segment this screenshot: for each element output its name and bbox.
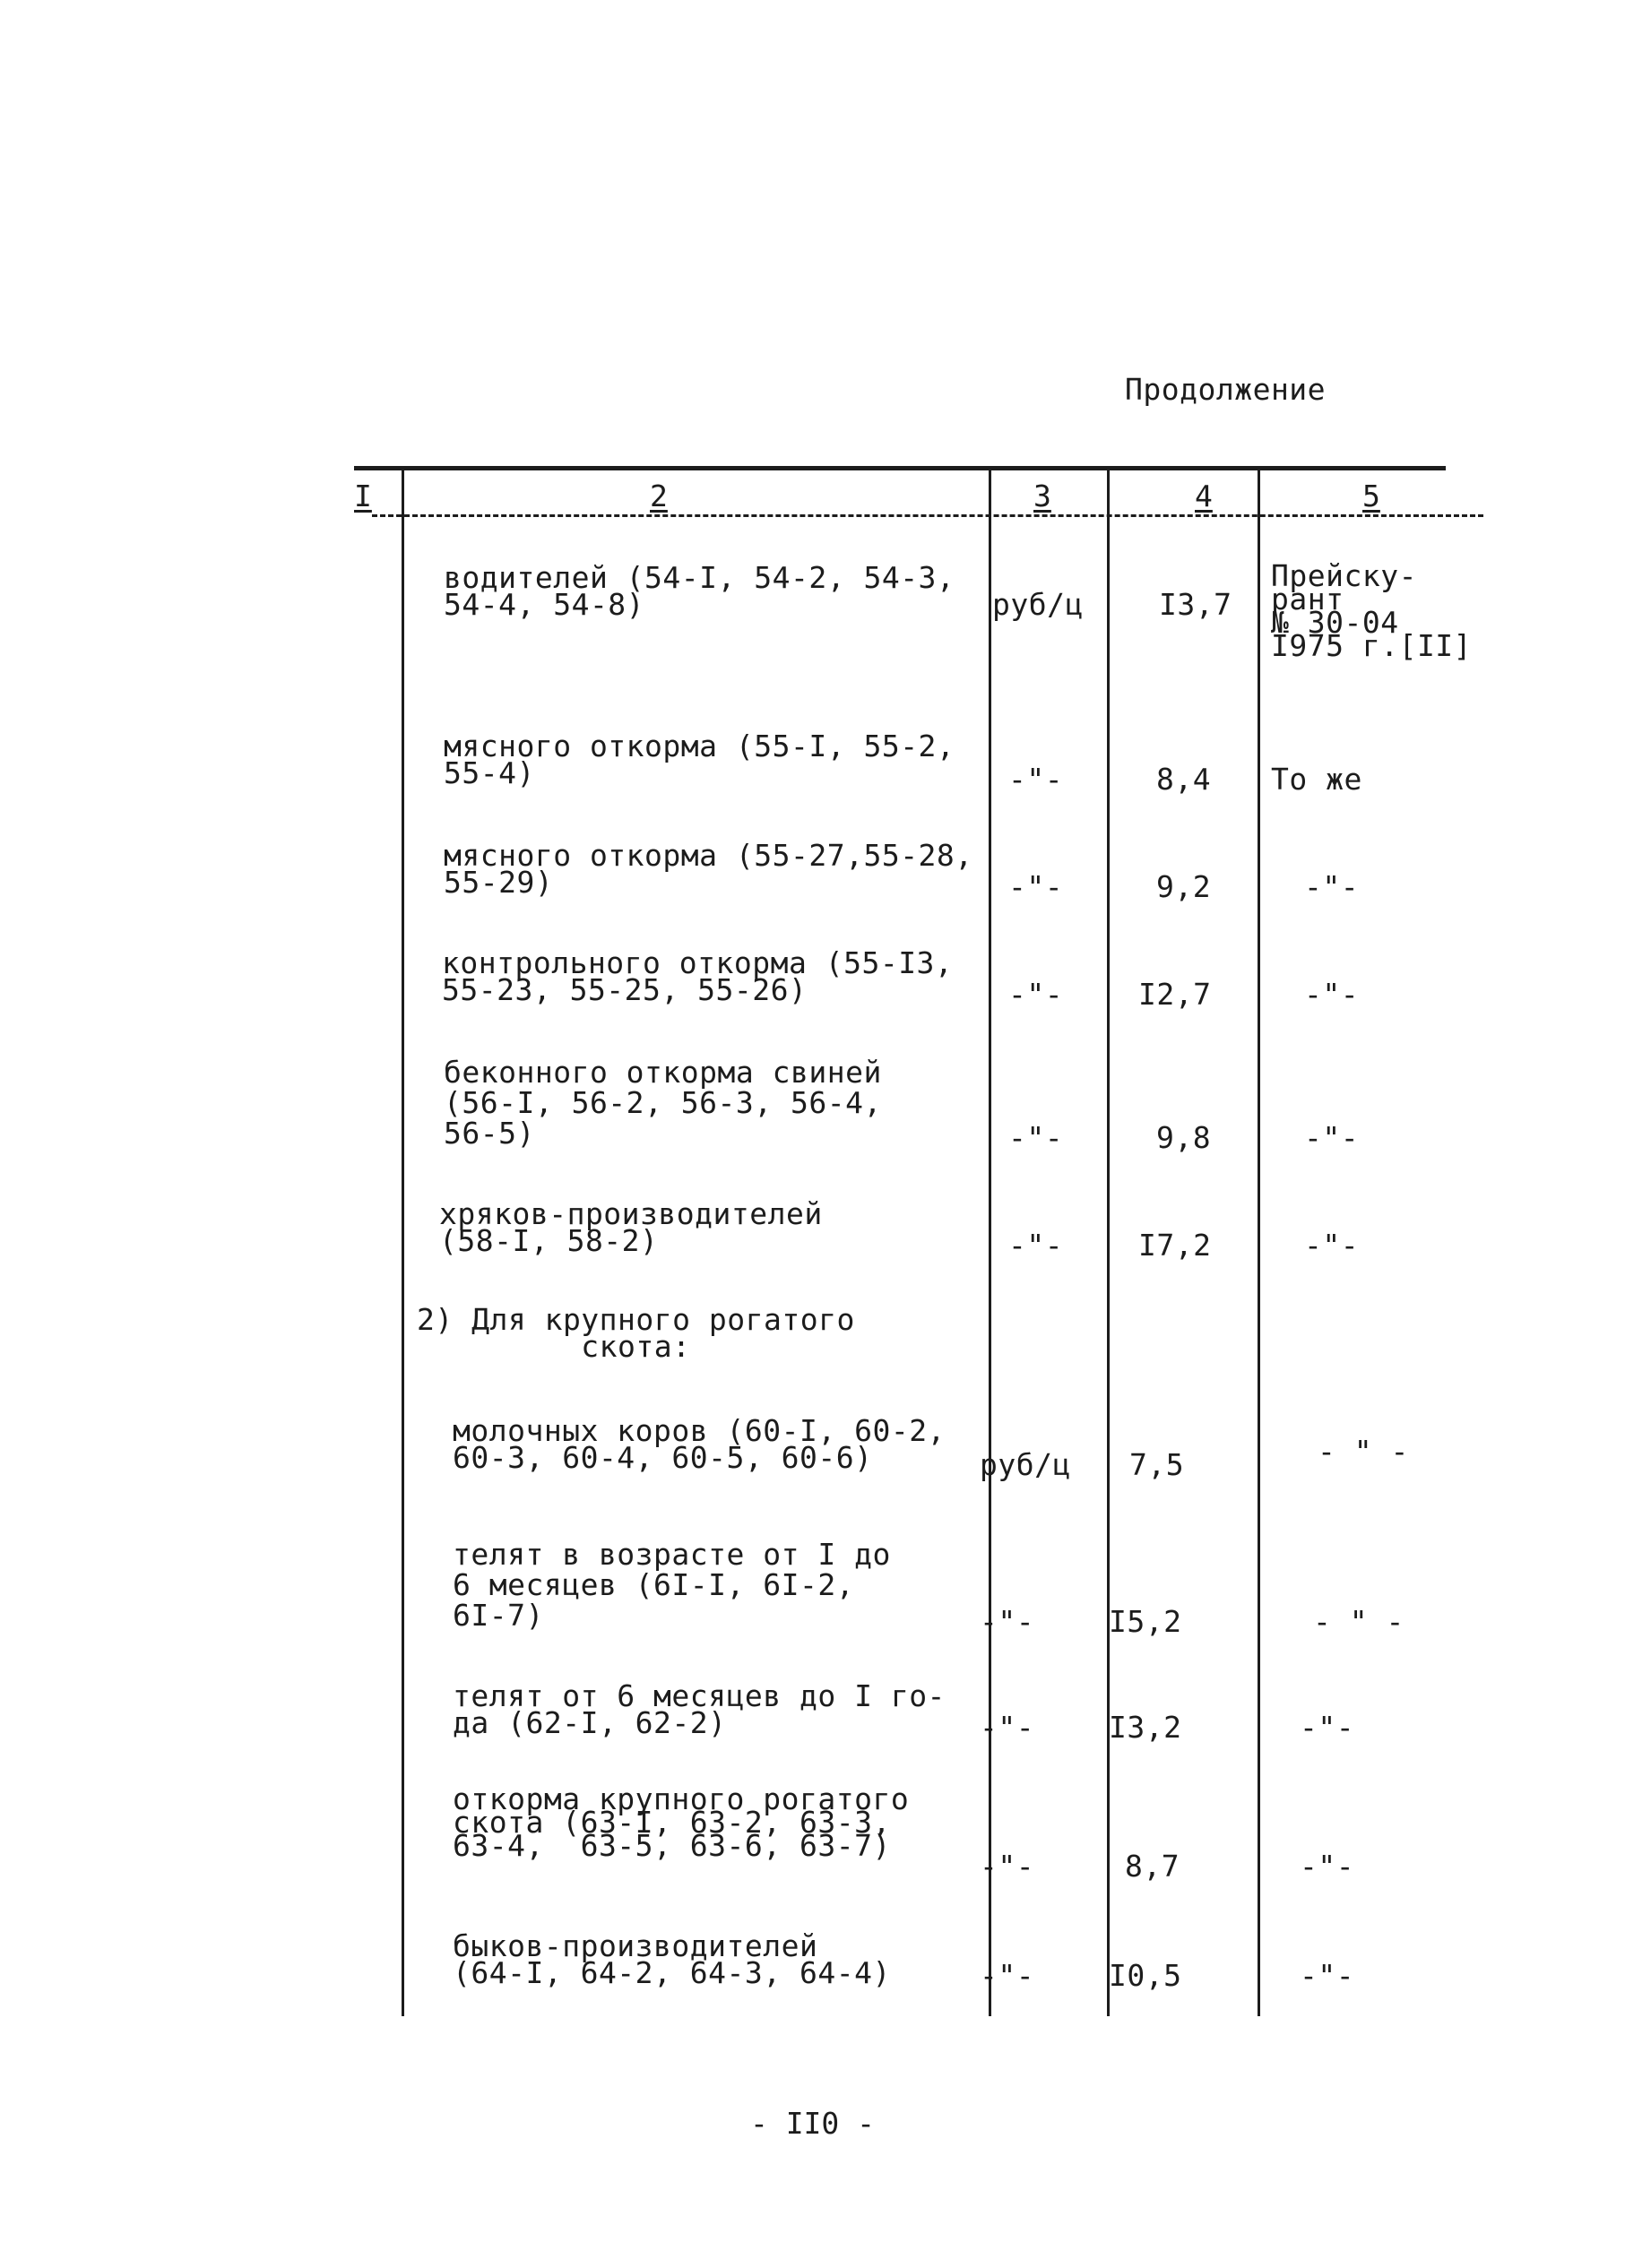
row-source: -"- (1304, 977, 1360, 1012)
header-col-3: 3 (1033, 479, 1051, 513)
row-value: I3,2 (1109, 1710, 1182, 1745)
row-unit: -"- (980, 1710, 1035, 1745)
row-source: - " - (1318, 1434, 1409, 1469)
row-unit: -"- (1008, 1228, 1064, 1263)
header-col-4: 4 (1195, 479, 1213, 513)
row-description: быков-производителей (64-I, 64-2, 64-3, 64-4) (453, 1928, 891, 1990)
row-unit: -"- (980, 1604, 1035, 1639)
row-value: 8,7 (1125, 1849, 1180, 1884)
row-unit: руб/ц (980, 1447, 1071, 1482)
row-source: -"- (1304, 1120, 1360, 1155)
row-description: мясного откорма (55-I, 55-2, 55-4) (444, 729, 955, 790)
column-divider-1 (402, 466, 404, 2016)
section-heading: 2) Для крупного рогатого скота: (417, 1302, 855, 1364)
header-dashed-rule (372, 514, 1483, 517)
row-source: Прейску- рант № 30-04 I975 г.[II] (1271, 558, 1473, 663)
row-description: мясного откорма (55-27,55-28, 55-29) (444, 838, 973, 900)
row-source: -"- (1304, 1228, 1360, 1263)
row-unit: -"- (980, 1958, 1035, 1993)
row-description: телят от 6 месяцев до I го- да (62-I, 62-2) (453, 1678, 946, 1740)
table-top-rule (354, 466, 1446, 470)
header-col-1: I (354, 479, 372, 513)
header-col-2: 2 (650, 479, 668, 513)
row-value: I2,7 (1138, 977, 1212, 1012)
row-unit: -"- (1008, 977, 1064, 1012)
page-number: - II0 - (749, 2106, 876, 2141)
row-value: 9,8 (1156, 1120, 1212, 1155)
column-divider-2 (989, 466, 991, 2016)
row-unit: -"- (1008, 762, 1064, 797)
row-source: -"- (1300, 1958, 1355, 1993)
row-source: -"- (1300, 1710, 1355, 1745)
row-value: 8,4 (1156, 762, 1212, 797)
row-source: -"- (1304, 869, 1360, 904)
row-unit: руб/ц (992, 587, 1084, 622)
row-description: беконного откорма свиней (56-I, 56-2, 56-3, 56-4, 56-5) (444, 1055, 882, 1151)
row-description: откорма крупного рогатого скота (63-I, 63-2, 63-3, 63-4, 63-5, 63-6, 63-7) (453, 1781, 910, 1863)
header-col-5: 5 (1362, 479, 1380, 513)
row-source: То же (1271, 762, 1362, 797)
row-unit: -"- (1008, 869, 1064, 904)
row-unit: -"- (980, 1849, 1035, 1884)
row-description: контрольного откорма (55-I3, 55-23, 55-25, 55-26) (442, 945, 954, 1007)
row-description: молочных коров (60-I, 60-2, 60-3, 60-4, 60-5, 60-6) (453, 1413, 946, 1475)
column-divider-3 (1107, 466, 1110, 2016)
table-header (354, 477, 1465, 522)
row-description: телят в возрасте от I до 6 месяцев (6I-I, 6I-2, 6I-7) (453, 1537, 891, 1633)
row-value: 7,5 (1129, 1447, 1185, 1482)
column-divider-4 (1258, 466, 1260, 2016)
row-value: I7,2 (1138, 1228, 1212, 1263)
row-description: хряков-производителей (58-I, 58-2) (439, 1196, 823, 1258)
continuation-label: Продолжение (1125, 372, 1327, 407)
row-source: - " - (1313, 1604, 1405, 1639)
row-value: 9,2 (1156, 869, 1212, 904)
row-source: -"- (1300, 1849, 1355, 1884)
row-unit: -"- (1008, 1120, 1064, 1155)
row-value: I0,5 (1109, 1958, 1182, 1993)
row-value: I5,2 (1109, 1604, 1182, 1639)
row-description: водителей (54-I, 54-2, 54-3, 54-4, 54-8) (444, 560, 955, 622)
row-value: I3,7 (1159, 587, 1232, 622)
